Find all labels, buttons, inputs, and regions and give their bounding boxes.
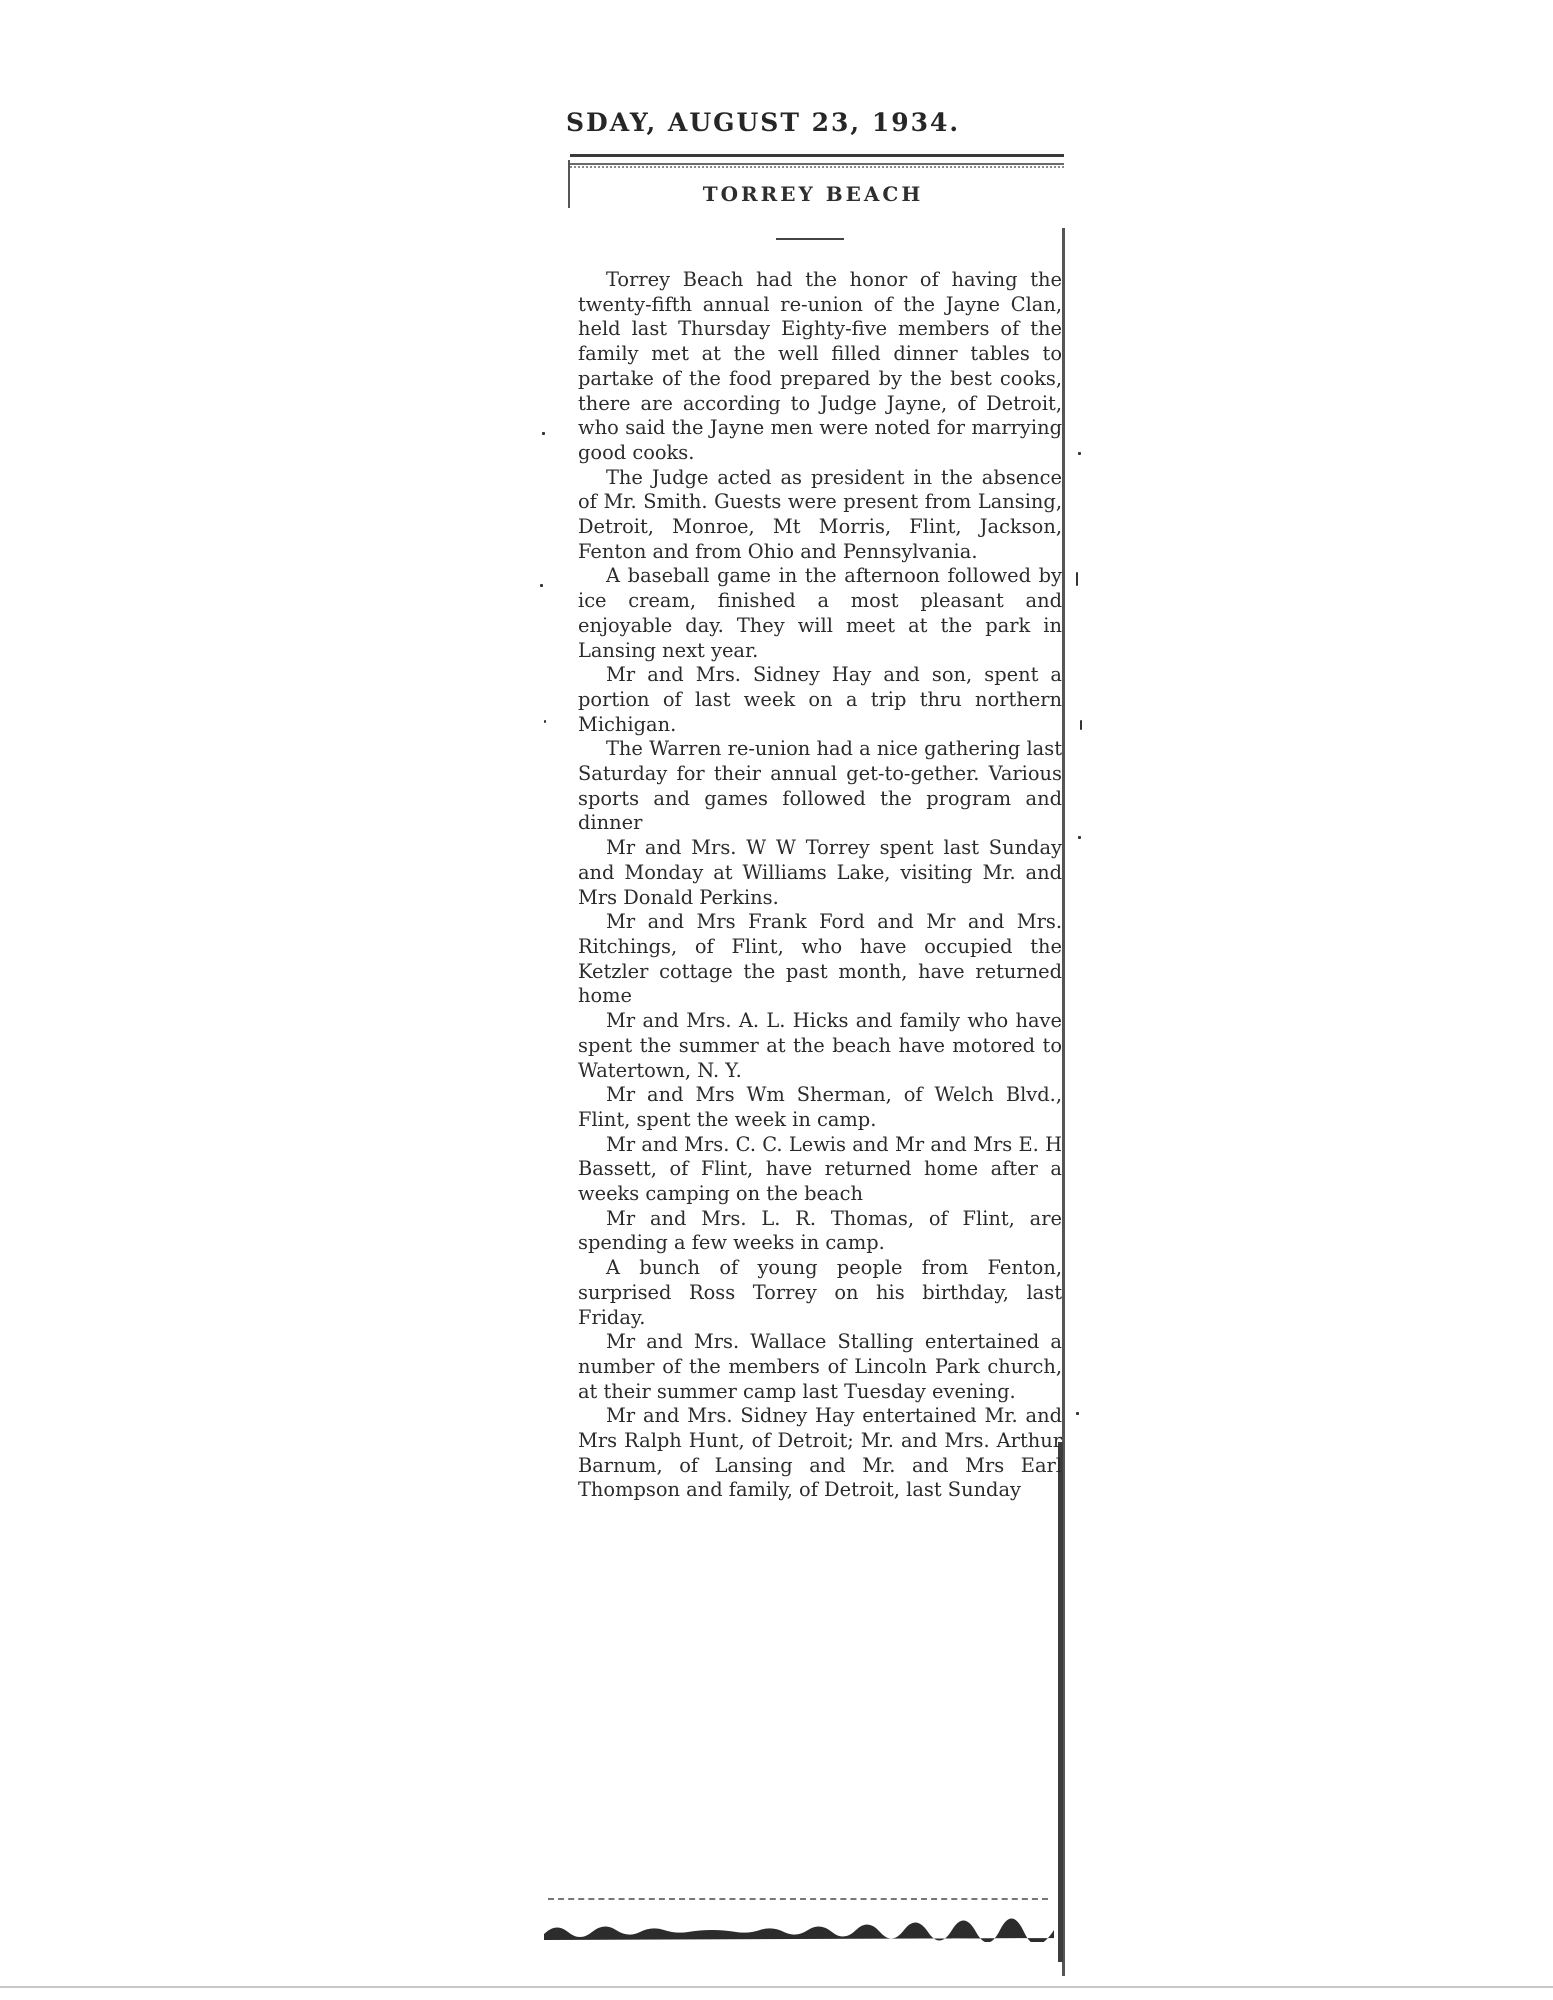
column-right-border [1062,228,1075,1976]
scan-speck [540,584,543,587]
column-right-border-dark [1058,1442,1063,1962]
top-dotted-rule [570,166,1064,168]
scan-speck [1078,452,1081,455]
paragraph: A bunch of young people from Fenton, surprised Ross Torrey on his birthday, last Friday. [578,1256,1062,1329]
paragraph: Mr and Mrs. A. L. Hicks and family who have spent the summer at the beach have motored to Watertown, N. Y. [578,1009,1062,1082]
paragraph: A baseball game in the afternoon followed by ice cream, finished a most pleasant and enjoyable day. They will meet at the park in Lansing next year. [578,564,1062,662]
bottom-ornamental-rule [544,1918,1054,1942]
scan-speck [1080,720,1082,730]
paragraph: Mr and Mrs Frank Ford and Mr and Mrs. Ritchings, of Flint, who have occupied the Ketzler cottage the past month, have returned home [578,910,1062,1008]
scan-speck [544,720,546,723]
paragraph: Mr and Mrs. Sidney Hay entertained Mr. and Mrs Ralph Hunt, of Detroit; Mr. and Mrs. Arthur Barnum, of Lansing and Mr. and Mrs Earl Thompson and family, of Detroit, last Sunday [578,1404,1062,1502]
paragraph: Mr and Mrs. W W Torrey spent last Sunday and Monday at Williams Lake, visiting Mr. and Mrs Donald Perkins. [578,836,1062,909]
top-rule [570,154,1064,165]
paragraph: Mr and Mrs. Sidney Hay and son, spent a portion of last week on a trip thru northern Michigan. [578,663,1062,736]
scan-speck [1078,836,1081,839]
paragraph: The Judge acted as president in the absence of Mr. Smith. Guests were present from Lansing, Detroit, Monroe, Mt Morris, Flint, Jackson, Fenton and from Ohio and Pennsylvania. [578,465,1062,563]
bottom-dashed-rule [548,1898,1048,1900]
page-edge-line [0,1986,1553,1988]
newspaper-clipping [548,100,1078,1960]
paragraph: Mr and Mrs. L. R. Thomas, of Flint, are spending a few weeks in camp. [578,1206,1062,1255]
paragraph: Mr and Mrs Wm Sherman, of Welch Blvd., Flint, spent the week in camp. [578,1083,1062,1131]
scan-speck [1076,1412,1079,1415]
headline-rule [776,238,844,240]
paragraph: Torrey Beach had the honor of having the twenty-fifth annual re-union of the Jayne Clan, held last Thursday Eighty-five members of the family met at the well filled dinner tables to partake of the food prepared by the best cooks, there are according to Judge Jayne, of Detroit, who said the Jayne men were noted for marrying good cooks. [578,268,1062,464]
dateline: SDAY, AUGUST 23, 1934. [566,108,961,137]
paragraph: The Warren re-union had a nice gathering last Saturday for their annual get-to-gether. Various sports and games followed the program and dinner [578,737,1062,835]
paragraph: Mr and Mrs. Wallace Stalling entertained a number of the members of Lincoln Park church, at their summer camp last Tuesday evening. [578,1330,1062,1403]
article-body [578,268,1062,1503]
scan-speck [1076,572,1078,586]
article-headline: TORREY BEACH [702,182,924,206]
paragraph: Mr and Mrs. C. C. Lewis and Mr and Mrs E. H Bassett, of Flint, have returned home after a weeks camping on the beach [578,1132,1062,1206]
scan-speck [542,432,545,435]
